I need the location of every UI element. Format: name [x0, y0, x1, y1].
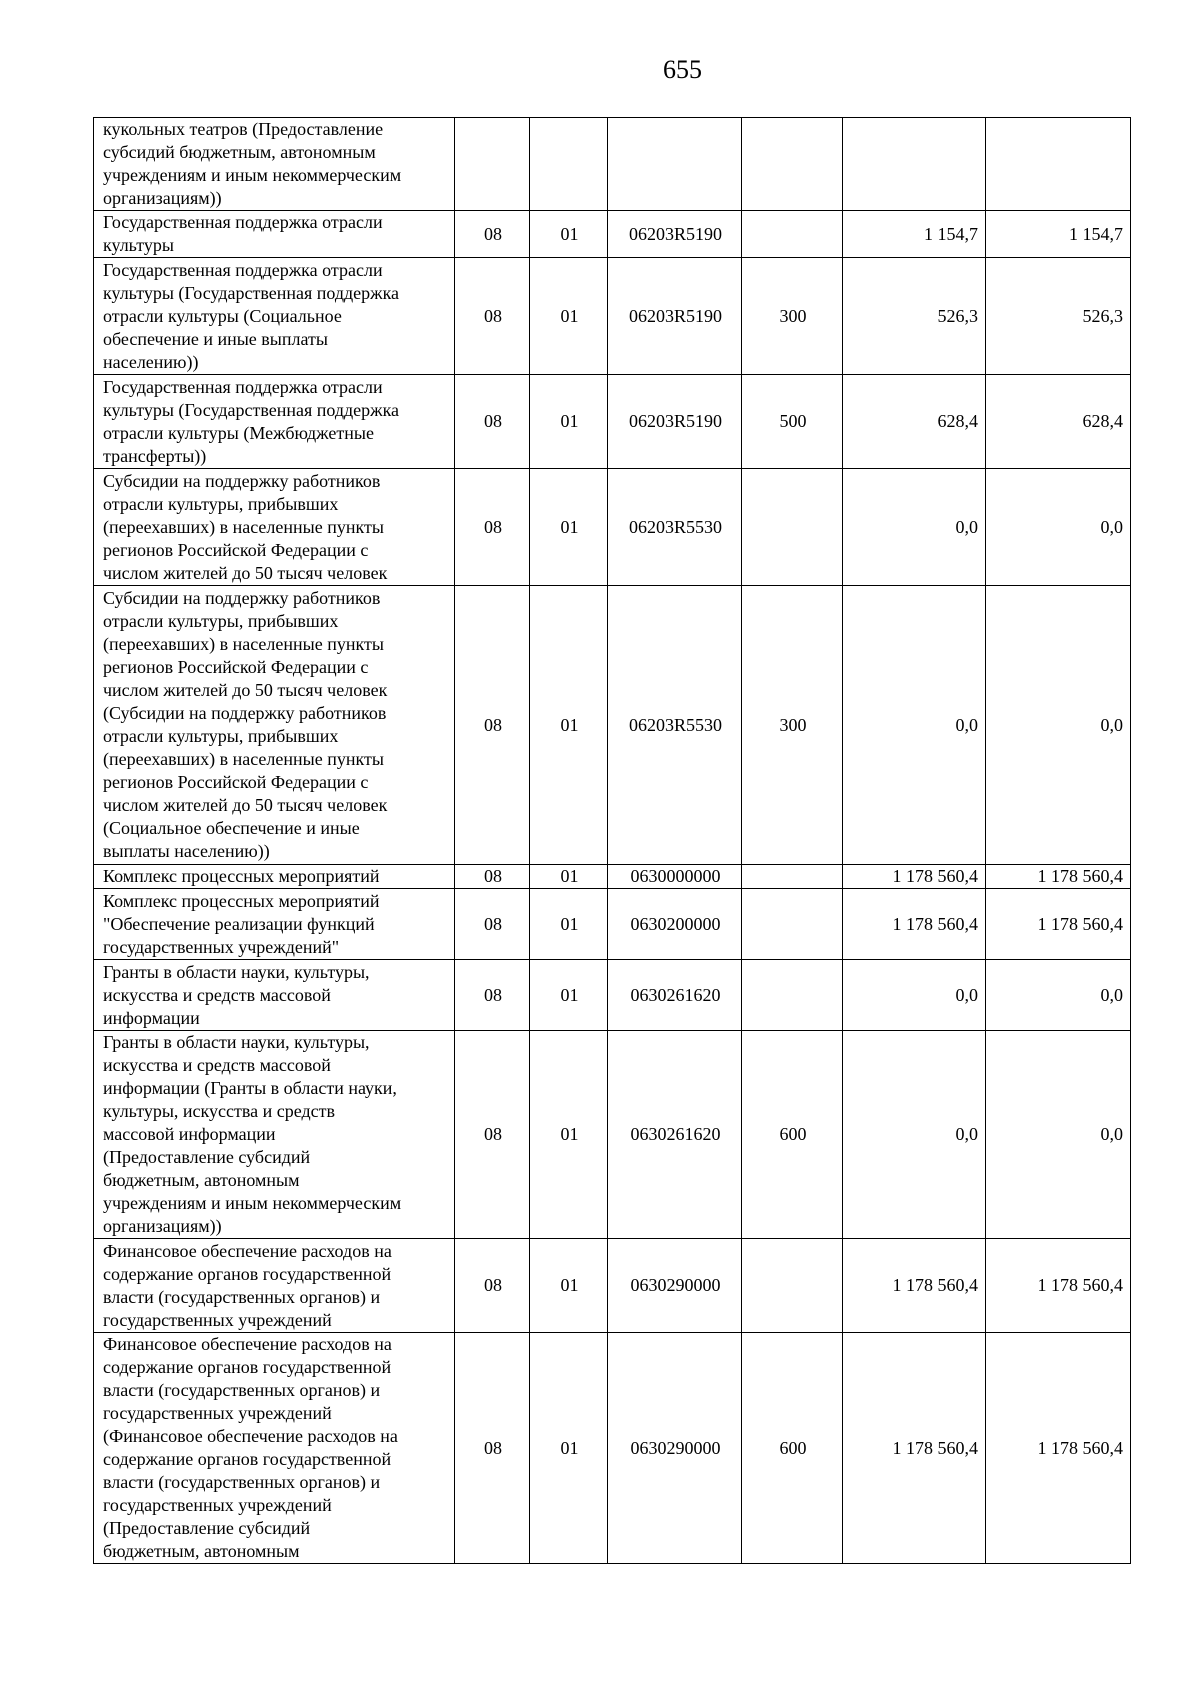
expense-type-code — [742, 960, 843, 1031]
section-code: 08 — [455, 211, 530, 258]
amount-year-2 — [986, 118, 1131, 211]
target-article-code: 06203R5530 — [608, 469, 742, 586]
expense-type-code: 600 — [742, 1333, 843, 1564]
amount-year-2: 1 178 560,4 — [986, 889, 1131, 960]
amount-year-1: 0,0 — [843, 960, 986, 1031]
amount-year-1: 1 178 560,4 — [843, 889, 986, 960]
row-description: Государственная поддержка отрасли культуры — [94, 211, 455, 258]
amount-year-1: 0,0 — [843, 469, 986, 586]
expense-type-code — [742, 889, 843, 960]
table-body — [94, 118, 1131, 1564]
subsection-code: 01 — [530, 865, 608, 889]
subsection-code: 01 — [530, 960, 608, 1031]
expense-type-code: 300 — [742, 586, 843, 865]
row-description: Государственная поддержка отрасли культуры (Государственная поддержка отрасли культуры (Социальное обеспечение и иные выплаты населению)) — [94, 258, 455, 375]
section-code — [455, 118, 530, 211]
expense-type-code — [742, 1239, 843, 1333]
amount-year-1: 1 178 560,4 — [843, 1239, 986, 1333]
row-description: Гранты в области науки, культуры, искусства и средств массовой информации (Гранты в области науки, культуры, искусства и средств массовой информации (Предоставление субсидий бюджетным, автономным учреждениям и иным некоммерческим организациям)) — [94, 1031, 455, 1239]
section-code: 08 — [455, 586, 530, 865]
subsection-code: 01 — [530, 211, 608, 258]
subsection-code: 01 — [530, 586, 608, 865]
target-article-code: 0630290000 — [608, 1333, 742, 1564]
target-article-code: 0630200000 — [608, 889, 742, 960]
subsection-code: 01 — [530, 375, 608, 469]
amount-year-2: 628,4 — [986, 375, 1131, 469]
table-row — [94, 865, 1131, 889]
expense-type-code — [742, 865, 843, 889]
amount-year-2: 526,3 — [986, 258, 1131, 375]
row-description: Государственная поддержка отрасли культуры (Государственная поддержка отрасли культуры (Межбюджетные трансферты)) — [94, 375, 455, 469]
expense-type-code — [742, 118, 843, 211]
expense-type-code — [742, 469, 843, 586]
section-code: 08 — [455, 960, 530, 1031]
amount-year-1: 1 178 560,4 — [843, 1333, 986, 1564]
row-description: Комплекс процессных мероприятий — [94, 865, 455, 889]
section-code: 08 — [455, 469, 530, 586]
target-article-code: 06203R5530 — [608, 586, 742, 865]
row-description: Комплекс процессных мероприятий "Обеспечение реализации функций государственных учреждений" — [94, 889, 455, 960]
section-code: 08 — [455, 1031, 530, 1239]
row-description: Финансовое обеспечение расходов на содержание органов государственной власти (государственных органов) и государственных учреждений — [94, 1239, 455, 1333]
table-row — [94, 1333, 1131, 1564]
table-row — [94, 118, 1131, 211]
amount-year-1: 1 154,7 — [843, 211, 986, 258]
amount-year-2: 0,0 — [986, 469, 1131, 586]
subsection-code: 01 — [530, 469, 608, 586]
target-article-code: 06203R5190 — [608, 258, 742, 375]
expense-type-code: 600 — [742, 1031, 843, 1239]
expense-type-code — [742, 211, 843, 258]
amount-year-2: 1 154,7 — [986, 211, 1131, 258]
section-code: 08 — [455, 375, 530, 469]
target-article-code: 0630261620 — [608, 960, 742, 1031]
amount-year-2: 1 178 560,4 — [986, 1239, 1131, 1333]
expense-type-code: 300 — [742, 258, 843, 375]
subsection-code: 01 — [530, 258, 608, 375]
row-description: кукольных театров (Предоставление субсидий бюджетным, автономным учреждениям и иным некоммерческим организациям)) — [94, 118, 455, 211]
table-row — [94, 960, 1131, 1031]
amount-year-1: 628,4 — [843, 375, 986, 469]
subsection-code: 01 — [530, 1031, 608, 1239]
amount-year-1: 526,3 — [843, 258, 986, 375]
target-article-code: 0630261620 — [608, 1031, 742, 1239]
table-row — [94, 1031, 1131, 1239]
section-code: 08 — [455, 1333, 530, 1564]
page-number: 655 — [663, 55, 702, 84]
amount-year-2: 0,0 — [986, 960, 1131, 1031]
table-row — [94, 258, 1131, 375]
target-article-code: 0630000000 — [608, 865, 742, 889]
amount-year-2: 1 178 560,4 — [986, 865, 1131, 889]
row-description: Субсидии на поддержку работников отрасли культуры, прибывших (переехавших) в населенные пункты регионов Российской Федерации с числом жителей до 50 тысяч человек (Субсидии на поддержку работников отрасли культуры, прибывших (переехавших) в населенные пункты регионов Российской Федерации с числом жителей до 50 тысяч человек (Социальное обеспечение и иные выплаты населению)) — [94, 586, 455, 865]
row-description: Гранты в области науки, культуры, искусства и средств массовой информации — [94, 960, 455, 1031]
target-article-code: 0630290000 — [608, 1239, 742, 1333]
target-article-code — [608, 118, 742, 211]
amount-year-1: 0,0 — [843, 1031, 986, 1239]
table-row — [94, 1239, 1131, 1333]
table-row — [94, 586, 1131, 865]
amount-year-1 — [843, 118, 986, 211]
subsection-code: 01 — [530, 889, 608, 960]
section-code: 08 — [455, 865, 530, 889]
table-row — [94, 889, 1131, 960]
row-description: Субсидии на поддержку работников отрасли культуры, прибывших (переехавших) в населенные пункты регионов Российской Федерации с числом жителей до 50 тысяч человек — [94, 469, 455, 586]
section-code: 08 — [455, 1239, 530, 1333]
table-row — [94, 375, 1131, 469]
amount-year-2: 0,0 — [986, 1031, 1131, 1239]
subsection-code: 01 — [530, 1239, 608, 1333]
subsection-code — [530, 118, 608, 211]
section-code: 08 — [455, 889, 530, 960]
target-article-code: 06203R5190 — [608, 211, 742, 258]
amount-year-2: 0,0 — [986, 586, 1131, 865]
table-row — [94, 469, 1131, 586]
budget-table — [93, 117, 1131, 1564]
amount-year-2: 1 178 560,4 — [986, 1333, 1131, 1564]
target-article-code: 06203R5190 — [608, 375, 742, 469]
section-code: 08 — [455, 258, 530, 375]
table-row — [94, 211, 1131, 258]
amount-year-1: 0,0 — [843, 586, 986, 865]
amount-year-1: 1 178 560,4 — [843, 865, 986, 889]
expense-type-code: 500 — [742, 375, 843, 469]
row-description: Финансовое обеспечение расходов на содержание органов государственной власти (государственных органов) и государственных учреждений (Финансовое обеспечение расходов на содержание органов государственной власти (государственных органов) и государственных учреждений (Предоставление субсидий бюджетным, автономным — [94, 1333, 455, 1564]
subsection-code: 01 — [530, 1333, 608, 1564]
